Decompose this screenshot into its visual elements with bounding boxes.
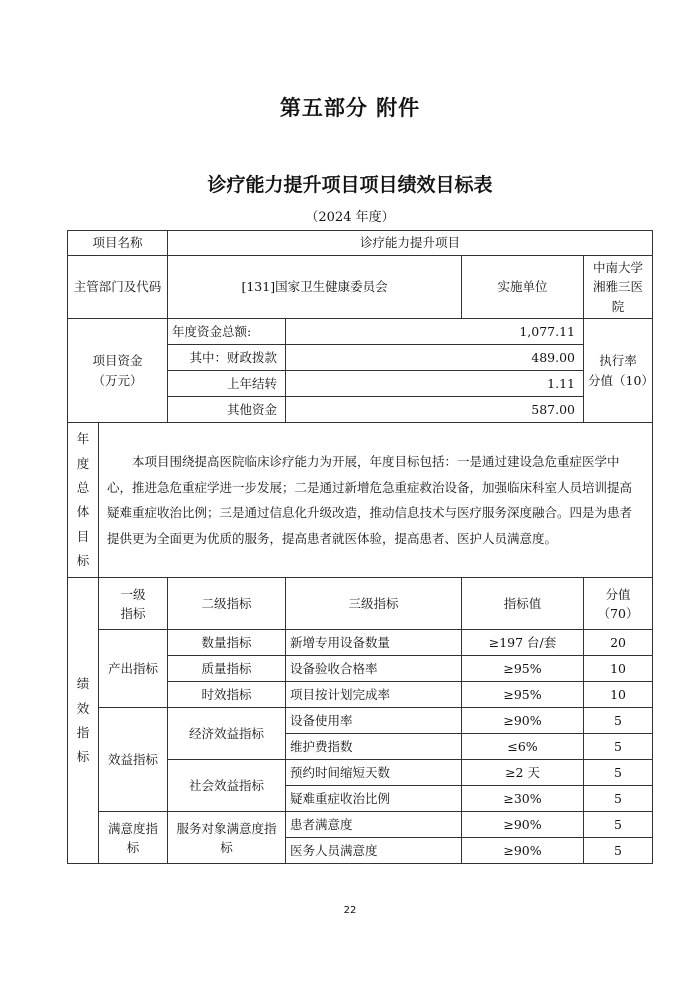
indicator-value: ≤6% <box>462 734 584 760</box>
funds-row-label: 年度资金总额: <box>168 319 286 345</box>
indicator-name: 设备验收合格率 <box>286 656 462 682</box>
indicator-score: 5 <box>584 786 653 812</box>
header-value: 指标值 <box>462 578 584 630</box>
indicator-score: 5 <box>584 734 653 760</box>
funds-row-value: 1,077.11 <box>286 319 584 345</box>
indicator-name: 患者满意度 <box>286 812 462 838</box>
funds-row-label: 其他资金 <box>168 397 286 423</box>
funds-row-value: 1.11 <box>286 371 584 397</box>
indicator-score: 5 <box>584 760 653 786</box>
indicator-score: 5 <box>584 812 653 838</box>
indicator-value: ≥90% <box>462 838 584 864</box>
level2-service: 服务对象满意度指 标 <box>168 812 286 864</box>
goal-label: 年 度 总 体 目 标 <box>68 423 99 578</box>
group-output: 产出指标 <box>99 630 168 708</box>
indicator-value: ≥197 台/套 <box>462 630 584 656</box>
group-benefit: 效益指标 <box>99 708 168 812</box>
dept-value: [131]国家卫生健康委员会 <box>168 256 462 319</box>
header-level2: 二级指标 <box>168 578 286 630</box>
execution-rate-label: 执行率 分值（10） <box>584 319 653 423</box>
dept-label: 主管部门及代码 <box>68 256 168 319</box>
funds-row-value: 587.00 <box>286 397 584 423</box>
funds-row-label: 上年结转 <box>168 371 286 397</box>
level2-quality: 质量指标 <box>168 656 286 682</box>
header-score: 分值 （70） <box>584 578 653 630</box>
goal-text: 本项目围绕提高医院临床诊疗能力为开展，年度目标包括：一是通过建设急危重症医学中心，推进急危重症学进一步发展；二是通过新增危急重症救治设备，加强临床科室人员培训提高疑难重症收治比例；三是通过信息化升级改造，推动信息技术与医疗服务深度融合。四是为患者提供更为全面更为优质的服务，提高患者就医体验，提高患者、医护人员满意度。 <box>99 423 653 578</box>
indicator-score: 5 <box>584 838 653 864</box>
indicator-value: ≥95% <box>462 656 584 682</box>
indicator-name: 预约时间缩短天数 <box>286 760 462 786</box>
performance-table <box>67 230 653 864</box>
level2-timeliness: 时效指标 <box>168 682 286 708</box>
project-name-value: 诊疗能力提升项目 <box>168 231 653 256</box>
indicator-value: ≥95% <box>462 682 584 708</box>
indicator-name: 新增专用设备数量 <box>286 630 462 656</box>
indicators-section-label: 绩 效 指 标 <box>68 578 99 864</box>
indicator-name: 医务人员满意度 <box>286 838 462 864</box>
indicator-value: ≥90% <box>462 812 584 838</box>
indicator-value: ≥2 天 <box>462 760 584 786</box>
funds-row-label: 其中：财政拨款 <box>168 345 286 371</box>
indicator-score: 10 <box>584 656 653 682</box>
funds-label: 项目资金 （万元） <box>68 319 168 423</box>
group-satisfaction: 满意度指 标 <box>99 812 168 864</box>
part-title: 第五部分 附件 <box>279 96 421 120</box>
level2-economic: 经济效益指标 <box>168 708 286 760</box>
impl-label: 实施单位 <box>462 256 584 319</box>
table-title: 诊疗能力提升项目项目绩效目标表 <box>207 174 493 196</box>
indicator-score: 5 <box>584 708 653 734</box>
header-level3: 三级指标 <box>286 578 462 630</box>
impl-value: 中南大学湘雅三医院 <box>584 256 653 319</box>
header-level1: 一级 指标 <box>99 578 168 630</box>
indicator-name: 设备使用率 <box>286 708 462 734</box>
level2-quantity: 数量指标 <box>168 630 286 656</box>
indicator-name: 疑难重症收治比例 <box>286 786 462 812</box>
indicator-name: 维护费指数 <box>286 734 462 760</box>
indicator-score: 20 <box>584 630 653 656</box>
level2-social: 社会效益指标 <box>168 760 286 812</box>
year-label: （2024 年度） <box>305 210 395 225</box>
indicator-name: 项目按计划完成率 <box>286 682 462 708</box>
indicator-value: ≥90% <box>462 708 584 734</box>
funds-row-value: 489.00 <box>286 345 584 371</box>
indicator-value: ≥30% <box>462 786 584 812</box>
project-name-label: 项目名称 <box>68 231 168 256</box>
indicator-score: 10 <box>584 682 653 708</box>
page-number: 22 <box>343 905 357 916</box>
